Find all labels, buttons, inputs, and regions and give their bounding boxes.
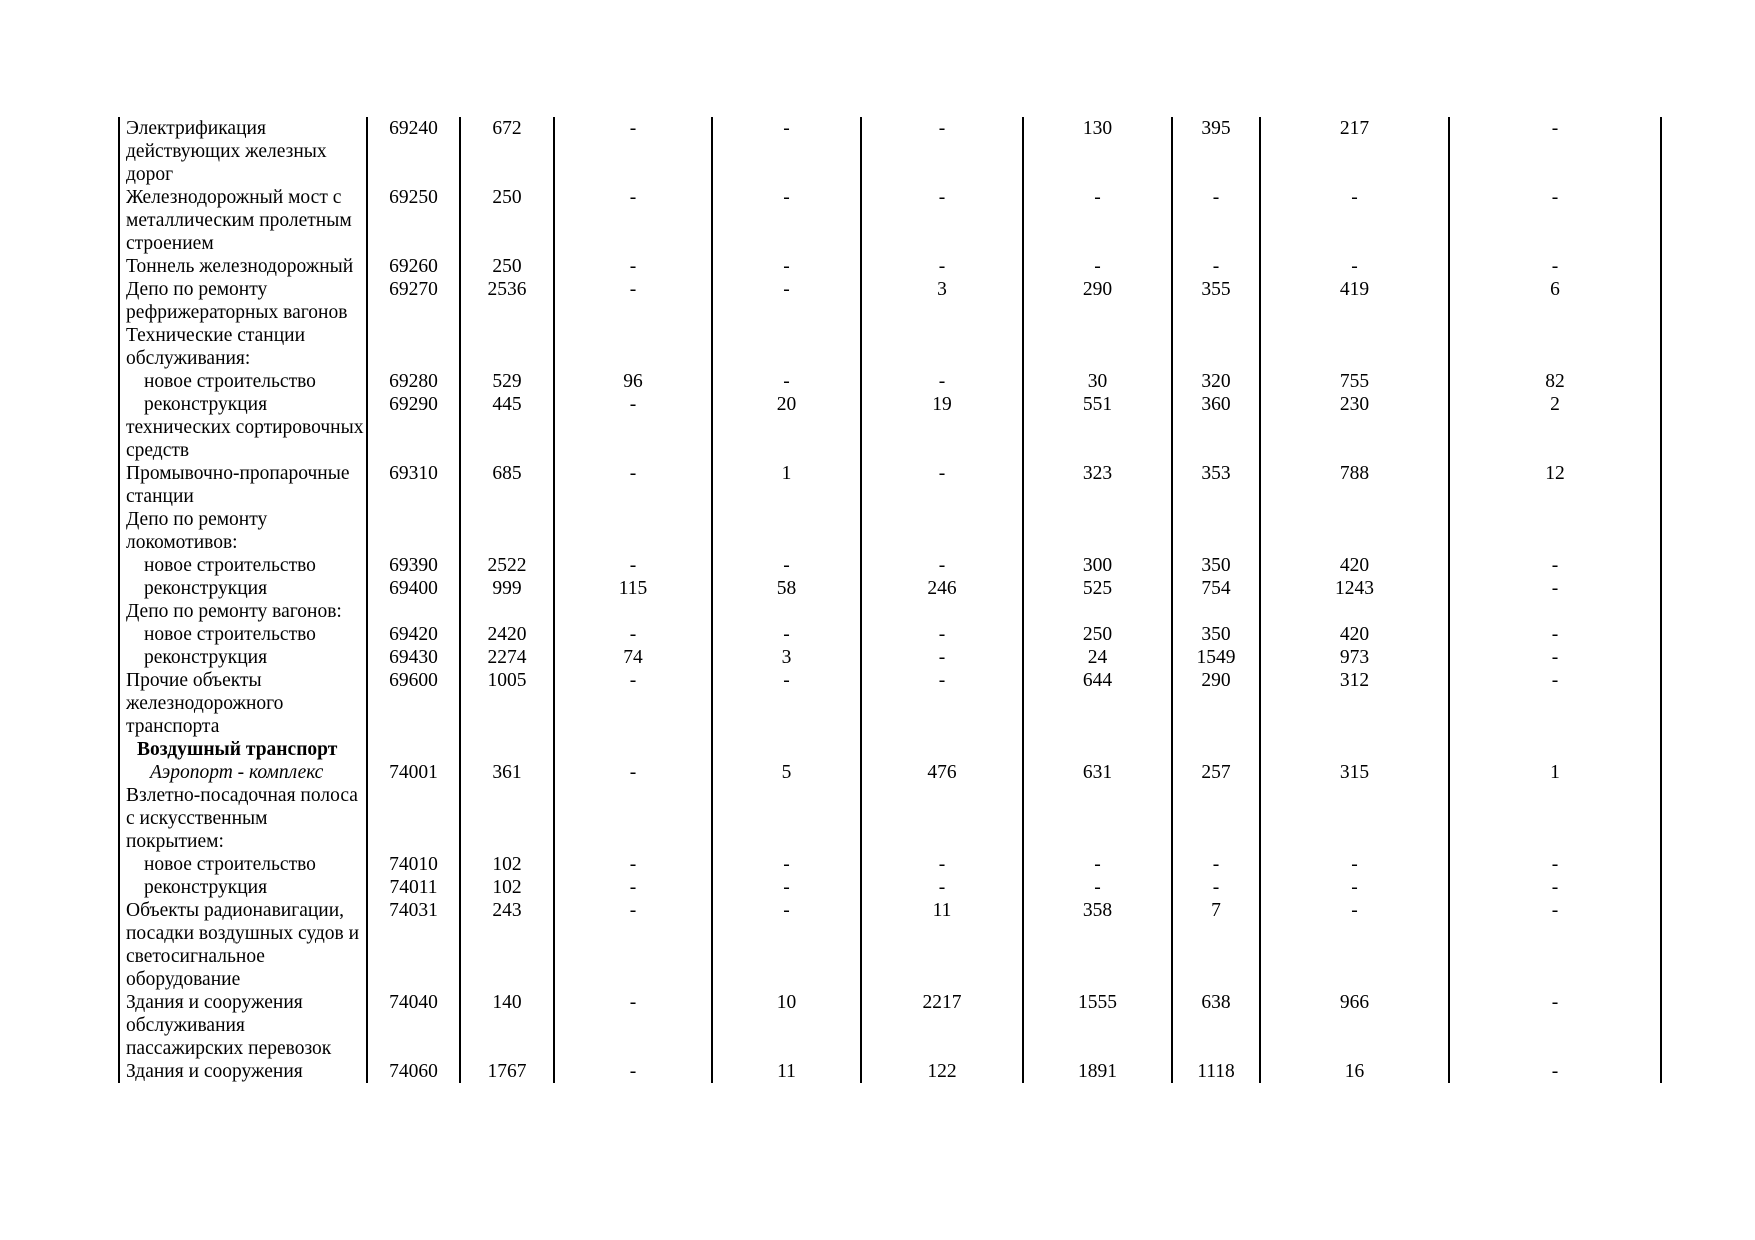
- table-row: [119, 278, 1661, 324]
- row-label: Железнодорожный мост с металлическим пролетным строением: [119, 186, 367, 255]
- value-cell: 2536: [460, 278, 554, 324]
- value-cell: 122: [861, 1060, 1023, 1083]
- value-cell: 300: [1023, 554, 1172, 577]
- value-cell: -: [554, 117, 712, 186]
- value-cell: 353: [1172, 462, 1260, 508]
- data-table: [118, 117, 1662, 1083]
- value-cell: -: [861, 462, 1023, 508]
- table-row: [119, 646, 1661, 669]
- table-row: [119, 508, 1661, 554]
- value-cell: -: [712, 554, 861, 577]
- value-cell: 5: [712, 761, 861, 784]
- value-cell: [367, 600, 460, 623]
- value-cell: 250: [1023, 623, 1172, 646]
- value-cell: [861, 784, 1023, 853]
- value-cell: 74031: [367, 899, 460, 991]
- value-cell: 525: [1023, 577, 1172, 600]
- row-label-text: реконструкция технических сортировочных средств: [126, 394, 364, 461]
- value-cell: -: [861, 646, 1023, 669]
- value-cell: 685: [460, 462, 554, 508]
- value-cell: 217: [1260, 117, 1449, 186]
- table-row: [119, 669, 1661, 738]
- value-cell: 529: [460, 370, 554, 393]
- value-cell: [554, 600, 712, 623]
- value-cell: -: [554, 669, 712, 738]
- row-label: новое строительство: [119, 853, 367, 876]
- row-label: реконструкция: [119, 577, 367, 600]
- value-cell: 350: [1172, 623, 1260, 646]
- table-row: [119, 577, 1661, 600]
- value-cell: 12: [1449, 462, 1661, 508]
- value-cell: 6: [1449, 278, 1661, 324]
- value-cell: [367, 508, 460, 554]
- value-cell: 69240: [367, 117, 460, 186]
- value-cell: 2420: [460, 623, 554, 646]
- value-cell: -: [1023, 876, 1172, 899]
- value-cell: 140: [460, 991, 554, 1060]
- value-cell: [1260, 738, 1449, 761]
- table-row: [119, 462, 1661, 508]
- value-cell: 1243: [1260, 577, 1449, 600]
- value-cell: 973: [1260, 646, 1449, 669]
- value-cell: 395: [1172, 117, 1260, 186]
- value-cell: 69250: [367, 186, 460, 255]
- row-label: Объекты радионавигации, посадки воздушных судов и светосигнальное оборудование: [119, 899, 367, 991]
- value-cell: 2217: [861, 991, 1023, 1060]
- value-cell: [861, 508, 1023, 554]
- value-cell: 69280: [367, 370, 460, 393]
- value-cell: -: [1449, 117, 1661, 186]
- value-cell: 82: [1449, 370, 1661, 393]
- row-label: Электрификация действующих железных дорог: [119, 117, 367, 186]
- value-cell: [554, 324, 712, 370]
- row-label: реконструкция: [119, 876, 367, 899]
- value-cell: -: [1449, 255, 1661, 278]
- value-cell: -: [1449, 876, 1661, 899]
- value-cell: 638: [1172, 991, 1260, 1060]
- value-cell: 1555: [1023, 991, 1172, 1060]
- value-cell: -: [554, 991, 712, 1060]
- value-cell: 644: [1023, 669, 1172, 738]
- table-row: [119, 738, 1661, 761]
- table-row: [119, 186, 1661, 255]
- row-label: [119, 393, 367, 462]
- value-cell: 10: [712, 991, 861, 1060]
- value-cell: [861, 324, 1023, 370]
- value-cell: 476: [861, 761, 1023, 784]
- value-cell: 102: [460, 853, 554, 876]
- value-cell: 312: [1260, 669, 1449, 738]
- table-row: [119, 853, 1661, 876]
- value-cell: 115: [554, 577, 712, 600]
- value-cell: 102: [460, 876, 554, 899]
- value-cell: [1023, 324, 1172, 370]
- value-cell: [1023, 738, 1172, 761]
- value-cell: [1260, 324, 1449, 370]
- value-cell: 74040: [367, 991, 460, 1060]
- value-cell: 966: [1260, 991, 1449, 1060]
- value-cell: 74060: [367, 1060, 460, 1083]
- value-cell: [1449, 324, 1661, 370]
- value-cell: -: [712, 370, 861, 393]
- value-cell: -: [1449, 554, 1661, 577]
- value-cell: [1172, 324, 1260, 370]
- value-cell: 3: [861, 278, 1023, 324]
- value-cell: -: [1260, 186, 1449, 255]
- value-cell: [460, 324, 554, 370]
- value-cell: -: [1449, 186, 1661, 255]
- value-cell: [861, 738, 1023, 761]
- value-cell: -: [1172, 186, 1260, 255]
- table-row: [119, 991, 1661, 1060]
- value-cell: -: [554, 278, 712, 324]
- value-cell: -: [712, 255, 861, 278]
- value-cell: -: [1172, 255, 1260, 278]
- value-cell: -: [1260, 255, 1449, 278]
- value-cell: -: [861, 669, 1023, 738]
- value-cell: -: [1172, 876, 1260, 899]
- value-cell: -: [554, 255, 712, 278]
- value-cell: -: [554, 623, 712, 646]
- value-cell: 3: [712, 646, 861, 669]
- row-label: Здания и сооружения обслуживания пассажирских перевозок: [119, 991, 367, 1060]
- value-cell: [712, 784, 861, 853]
- value-cell: 24: [1023, 646, 1172, 669]
- value-cell: 1005: [460, 669, 554, 738]
- value-cell: 323: [1023, 462, 1172, 508]
- value-cell: [1172, 508, 1260, 554]
- value-cell: 320: [1172, 370, 1260, 393]
- value-cell: 358: [1023, 899, 1172, 991]
- value-cell: 350: [1172, 554, 1260, 577]
- value-cell: 69310: [367, 462, 460, 508]
- value-cell: [367, 784, 460, 853]
- value-cell: 2: [1449, 393, 1661, 462]
- value-cell: -: [1172, 853, 1260, 876]
- value-cell: -: [861, 117, 1023, 186]
- row-label: реконструкция: [119, 646, 367, 669]
- value-cell: [1023, 784, 1172, 853]
- value-cell: [460, 600, 554, 623]
- value-cell: -: [554, 761, 712, 784]
- row-label: новое строительство: [119, 623, 367, 646]
- value-cell: 69430: [367, 646, 460, 669]
- value-cell: 69400: [367, 577, 460, 600]
- table-row: [119, 370, 1661, 393]
- row-label: Аэропорт - комплекс: [119, 761, 367, 784]
- value-cell: [460, 784, 554, 853]
- value-cell: 246: [861, 577, 1023, 600]
- value-cell: [554, 508, 712, 554]
- value-cell: 250: [460, 255, 554, 278]
- value-cell: 1549: [1172, 646, 1260, 669]
- value-cell: -: [712, 853, 861, 876]
- value-cell: [554, 738, 712, 761]
- value-cell: 551: [1023, 393, 1172, 462]
- value-cell: -: [1023, 255, 1172, 278]
- value-cell: 74011: [367, 876, 460, 899]
- value-cell: 250: [460, 186, 554, 255]
- value-cell: -: [1260, 899, 1449, 991]
- value-cell: -: [712, 876, 861, 899]
- table-row: [119, 784, 1661, 853]
- value-cell: 30: [1023, 370, 1172, 393]
- value-cell: 420: [1260, 623, 1449, 646]
- value-cell: -: [1449, 623, 1661, 646]
- value-cell: 754: [1172, 577, 1260, 600]
- value-cell: 20: [712, 393, 861, 462]
- value-cell: [554, 784, 712, 853]
- row-label: Промывочно-пропарочные станции: [119, 462, 367, 508]
- value-cell: -: [861, 370, 1023, 393]
- value-cell: 58: [712, 577, 861, 600]
- value-cell: -: [712, 899, 861, 991]
- value-cell: -: [554, 186, 712, 255]
- value-cell: -: [861, 853, 1023, 876]
- table-row: [119, 393, 1661, 462]
- value-cell: [460, 738, 554, 761]
- value-cell: 19: [861, 393, 1023, 462]
- value-cell: 361: [460, 761, 554, 784]
- value-cell: -: [861, 554, 1023, 577]
- table-row: [119, 761, 1661, 784]
- row-label: Депо по ремонту локомотивов:: [119, 508, 367, 554]
- row-label: Депо по ремонту вагонов:: [119, 600, 367, 623]
- value-cell: 1: [1449, 761, 1661, 784]
- value-cell: 7: [1172, 899, 1260, 991]
- value-cell: -: [861, 255, 1023, 278]
- value-cell: -: [712, 623, 861, 646]
- value-cell: 130: [1023, 117, 1172, 186]
- table-row: [119, 876, 1661, 899]
- value-cell: 999: [460, 577, 554, 600]
- value-cell: 788: [1260, 462, 1449, 508]
- value-cell: -: [1260, 876, 1449, 899]
- value-cell: 315: [1260, 761, 1449, 784]
- table-row: [119, 899, 1661, 991]
- value-cell: 1: [712, 462, 861, 508]
- value-cell: [712, 324, 861, 370]
- value-cell: -: [1449, 669, 1661, 738]
- table-row: [119, 324, 1661, 370]
- row-label: Тоннель железнодорожный: [119, 255, 367, 278]
- value-cell: 11: [712, 1060, 861, 1083]
- value-cell: [460, 508, 554, 554]
- value-cell: 74: [554, 646, 712, 669]
- row-label: новое строительство: [119, 370, 367, 393]
- value-cell: 16: [1260, 1060, 1449, 1083]
- value-cell: [1172, 600, 1260, 623]
- value-cell: 96: [554, 370, 712, 393]
- value-cell: [1260, 508, 1449, 554]
- value-cell: [712, 600, 861, 623]
- value-cell: 1118: [1172, 1060, 1260, 1083]
- row-label: Здания и сооружения: [119, 1060, 367, 1083]
- value-cell: 419: [1260, 278, 1449, 324]
- value-cell: 672: [460, 117, 554, 186]
- value-cell: 2274: [460, 646, 554, 669]
- value-cell: 355: [1172, 278, 1260, 324]
- value-cell: 243: [460, 899, 554, 991]
- value-cell: [1449, 784, 1661, 853]
- value-cell: [1449, 738, 1661, 761]
- value-cell: 69290: [367, 393, 460, 462]
- value-cell: -: [712, 117, 861, 186]
- value-cell: -: [554, 393, 712, 462]
- row-label: Воздушный транспорт: [119, 738, 367, 761]
- value-cell: [1172, 784, 1260, 853]
- value-cell: -: [1023, 186, 1172, 255]
- value-cell: [861, 600, 1023, 623]
- value-cell: -: [712, 278, 861, 324]
- value-cell: -: [712, 186, 861, 255]
- table-row: [119, 623, 1661, 646]
- value-cell: 360: [1172, 393, 1260, 462]
- value-cell: 1767: [460, 1060, 554, 1083]
- value-cell: [1449, 600, 1661, 623]
- value-cell: 290: [1023, 278, 1172, 324]
- value-cell: -: [554, 462, 712, 508]
- value-cell: -: [1449, 991, 1661, 1060]
- row-label: Прочие объекты железнодорожного транспорта: [119, 669, 367, 738]
- value-cell: -: [861, 623, 1023, 646]
- table-row: [119, 1060, 1661, 1083]
- value-cell: 230: [1260, 393, 1449, 462]
- value-cell: -: [861, 186, 1023, 255]
- value-cell: -: [1449, 646, 1661, 669]
- value-cell: 257: [1172, 761, 1260, 784]
- table-row: [119, 600, 1661, 623]
- value-cell: -: [712, 669, 861, 738]
- value-cell: 445: [460, 393, 554, 462]
- table-body: [119, 117, 1661, 1083]
- value-cell: 74010: [367, 853, 460, 876]
- value-cell: -: [1449, 899, 1661, 991]
- value-cell: 420: [1260, 554, 1449, 577]
- value-cell: [1023, 508, 1172, 554]
- value-cell: 69270: [367, 278, 460, 324]
- value-cell: [1449, 508, 1661, 554]
- value-cell: 69600: [367, 669, 460, 738]
- row-label: Депо по ремонту рефрижераторных вагонов: [119, 278, 367, 324]
- value-cell: -: [554, 554, 712, 577]
- table-row: [119, 554, 1661, 577]
- value-cell: -: [1449, 853, 1661, 876]
- value-cell: 69390: [367, 554, 460, 577]
- value-cell: -: [1023, 853, 1172, 876]
- table-row: [119, 255, 1661, 278]
- value-cell: 69260: [367, 255, 460, 278]
- value-cell: 755: [1260, 370, 1449, 393]
- value-cell: 69420: [367, 623, 460, 646]
- value-cell: 11: [861, 899, 1023, 991]
- value-cell: 74001: [367, 761, 460, 784]
- row-label: новое строительство: [119, 554, 367, 577]
- value-cell: [367, 738, 460, 761]
- value-cell: [712, 738, 861, 761]
- value-cell: -: [861, 876, 1023, 899]
- value-cell: 1891: [1023, 1060, 1172, 1083]
- value-cell: -: [554, 853, 712, 876]
- value-cell: [712, 508, 861, 554]
- value-cell: 631: [1023, 761, 1172, 784]
- value-cell: [1260, 600, 1449, 623]
- value-cell: 2522: [460, 554, 554, 577]
- value-cell: [1260, 784, 1449, 853]
- value-cell: [1172, 738, 1260, 761]
- value-cell: -: [554, 1060, 712, 1083]
- value-cell: -: [1449, 577, 1661, 600]
- value-cell: -: [1449, 1060, 1661, 1083]
- value-cell: -: [554, 876, 712, 899]
- value-cell: -: [1260, 853, 1449, 876]
- row-label: Технические станции обслуживания:: [119, 324, 367, 370]
- value-cell: 290: [1172, 669, 1260, 738]
- table-row: [119, 117, 1661, 186]
- row-label: Взлетно-посадочная полоса с искусственным покрытием:: [119, 784, 367, 853]
- value-cell: [1023, 600, 1172, 623]
- value-cell: -: [554, 899, 712, 991]
- value-cell: [367, 324, 460, 370]
